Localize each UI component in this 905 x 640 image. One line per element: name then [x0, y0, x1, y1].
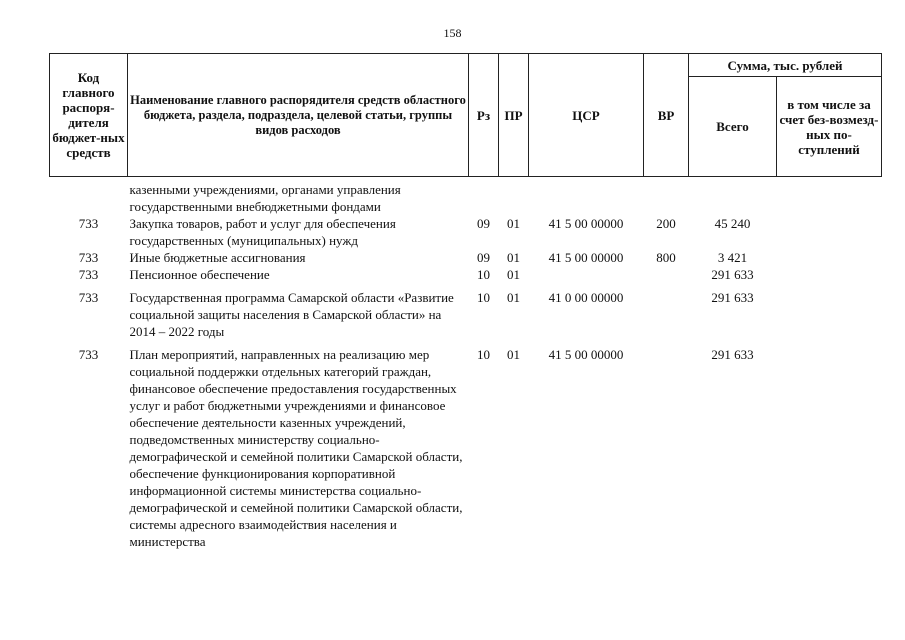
cell-total: 291 633	[711, 267, 754, 282]
cell-total: 45 240	[714, 216, 751, 231]
budget-table	[49, 53, 882, 550]
cell-rz: 10	[477, 347, 490, 362]
table-body	[50, 177, 882, 551]
header-sum-group: Сумма, тыс. рублей	[689, 54, 882, 77]
table-row	[50, 177, 882, 216]
cell-vr: 800	[656, 250, 676, 265]
cell-total	[689, 177, 777, 216]
cell-rz: 09	[477, 250, 490, 265]
cell-pr	[499, 177, 529, 216]
cell-total: 291 633	[711, 290, 754, 305]
cell-rz: 09	[477, 216, 490, 231]
cell-code: 733	[78, 216, 99, 231]
header-rz: Рз	[469, 54, 499, 177]
cell-name: казенными учреждениями, органами управления государственными внебюджетными фондами	[129, 182, 401, 214]
cell-pr: 01	[507, 250, 520, 265]
cell-code: 733	[78, 290, 99, 305]
table-row	[50, 266, 882, 283]
cell-csr: 41 5 00 00000	[548, 347, 624, 362]
cell-total: 291 633	[711, 347, 754, 362]
cell-csr: 41 5 00 00000	[548, 216, 624, 231]
cell-code: 733	[78, 267, 99, 282]
cell-rz: 10	[477, 290, 490, 305]
header-vr: ВР	[644, 54, 689, 177]
cell-rz	[469, 177, 499, 216]
cell-rz: 10	[477, 267, 490, 282]
cell-incl	[777, 215, 882, 249]
cell-code	[50, 177, 128, 216]
table-row	[50, 249, 882, 266]
cell-csr	[529, 266, 644, 283]
cell-csr: 41 5 00 00000	[548, 250, 624, 265]
cell-vr	[644, 177, 689, 216]
cell-csr: 41 0 00 00000	[548, 290, 624, 305]
cell-name: Пенсионное обеспечение	[129, 267, 270, 282]
cell-pr: 01	[507, 347, 520, 362]
cell-incl	[777, 249, 882, 266]
cell-csr	[529, 177, 644, 216]
table-row	[50, 215, 882, 249]
cell-vr	[644, 266, 689, 283]
cell-incl	[777, 266, 882, 283]
cell-code: 733	[78, 347, 99, 362]
cell-name: Государственная программа Самарской области «Развитие социальной защиты населения в Самарской области» на 2014 – 2022 годы	[129, 290, 454, 339]
cell-total: 3 421	[717, 250, 748, 265]
cell-pr: 01	[507, 267, 520, 282]
cell-name: Закупка товаров, работ и услуг для обеспечения государственных (муниципальных) нужд	[129, 216, 396, 248]
cell-name: Иные бюджетные ассигнования	[129, 250, 306, 265]
cell-name: План мероприятий, направленных на реализацию мер социальной поддержки отдельных категорий граждан, финансовое обеспечение предоставления государственных услуг и работ бюджетными учреждениями и финансовое обеспечение деятельности казенных учреждений, подведомственных министерству социально-демографической и семейной политики Самарской области, обеспечение функционирования корпоративной информационной системы министерства социально-демографической и семейной политики Самарской области, системы адресного взаимодействия населения и министерства	[129, 347, 463, 549]
table-header	[50, 54, 882, 177]
header-csr: ЦСР	[529, 54, 644, 177]
cell-pr: 01	[507, 216, 520, 231]
cell-vr	[644, 340, 689, 550]
table-row	[50, 340, 882, 550]
header-pr: ПР	[499, 54, 529, 177]
header-code: Код главного распоря-дителя бюджет-ных средств	[50, 54, 128, 177]
cell-vr	[644, 283, 689, 340]
cell-pr: 01	[507, 290, 520, 305]
table-row	[50, 283, 882, 340]
cell-incl	[777, 177, 882, 216]
header-total: Всего	[689, 77, 777, 177]
page-number: 158	[443, 26, 462, 40]
cell-vr: 200	[656, 216, 676, 231]
cell-incl	[777, 283, 882, 340]
header-name: Наименование главного распорядителя средств областного бюджета, раздела, подраздела, целевой статьи, группы видов расходов	[128, 54, 469, 177]
cell-incl	[777, 340, 882, 550]
header-incl: в том числе за счет без-возмезд-ных по-ступлений	[777, 77, 882, 177]
cell-code: 733	[78, 250, 99, 265]
